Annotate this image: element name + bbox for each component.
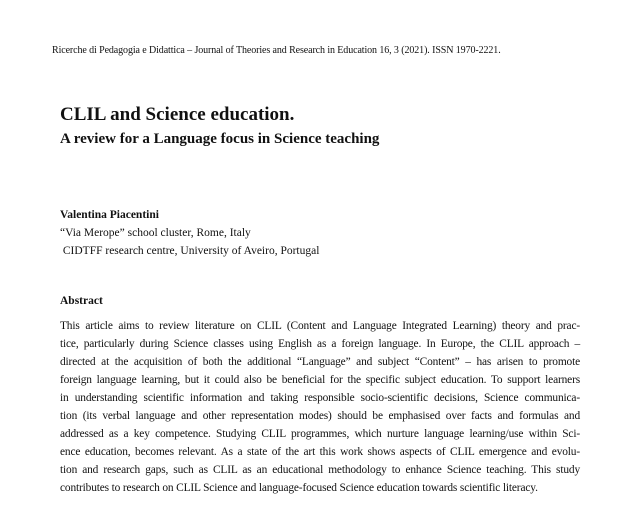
article-subtitle: A review for a Language focus in Science teaching — [60, 131, 380, 147]
abstract-body — [60, 317, 580, 497]
abstract-line: tice, particularly during Science classes using English as a foreign language. In Europe, the CLIL approach – — [60, 338, 580, 350]
author-affiliation: CIDTFF research centre, University of Aveiro, Portugal — [60, 245, 320, 257]
journal-running-header: Ricerche di Pedagogia e Didattica – Journal of Theories and Research in Education 16, 3 (2021). ISSN 1970-2221. — [52, 45, 501, 56]
author-affiliation: “Via Merope” school cluster, Rome, Italy — [60, 227, 251, 239]
abstract-line: directed at the acquisition of both the additional “Language” and subject “Content” – has arisen to promote — [60, 356, 580, 368]
abstract-line: foreign language learning, but it could also be beneficial for the specific subject education. To support learners — [60, 374, 580, 386]
author-name: Valentina Piacentini — [60, 209, 159, 221]
abstract-line: in understanding scientific information and taking responsible socio-scientific decisions, Science communica- — [60, 392, 580, 404]
abstract-line: addressed as a key competence. Studying CLIL programmes, which nurture language learning/use within Sci- — [60, 428, 580, 440]
abstract-line: contributes to research on CLIL Science and language-focused Science education towards scientific literacy. — [60, 482, 538, 494]
abstract-heading: Abstract — [60, 295, 103, 307]
abstract-line: ence education, becomes relevant. As a state of the art this work shows aspects of CLIL emergence and evolu- — [60, 446, 580, 458]
author-block — [60, 206, 319, 260]
abstract-line: This article aims to review literature on CLIL (Content and Language Integrated Learning) theory and prac- — [60, 320, 580, 332]
abstract-line: tion and research gaps, such as CLIL as an educational methodology to enhance Science teaching. This study — [60, 464, 580, 476]
abstract-line: tion (its verbal language and other representation modes) should be emphasised over facts and formulas and — [60, 410, 580, 422]
article-title: CLIL and Science education. — [60, 104, 295, 125]
